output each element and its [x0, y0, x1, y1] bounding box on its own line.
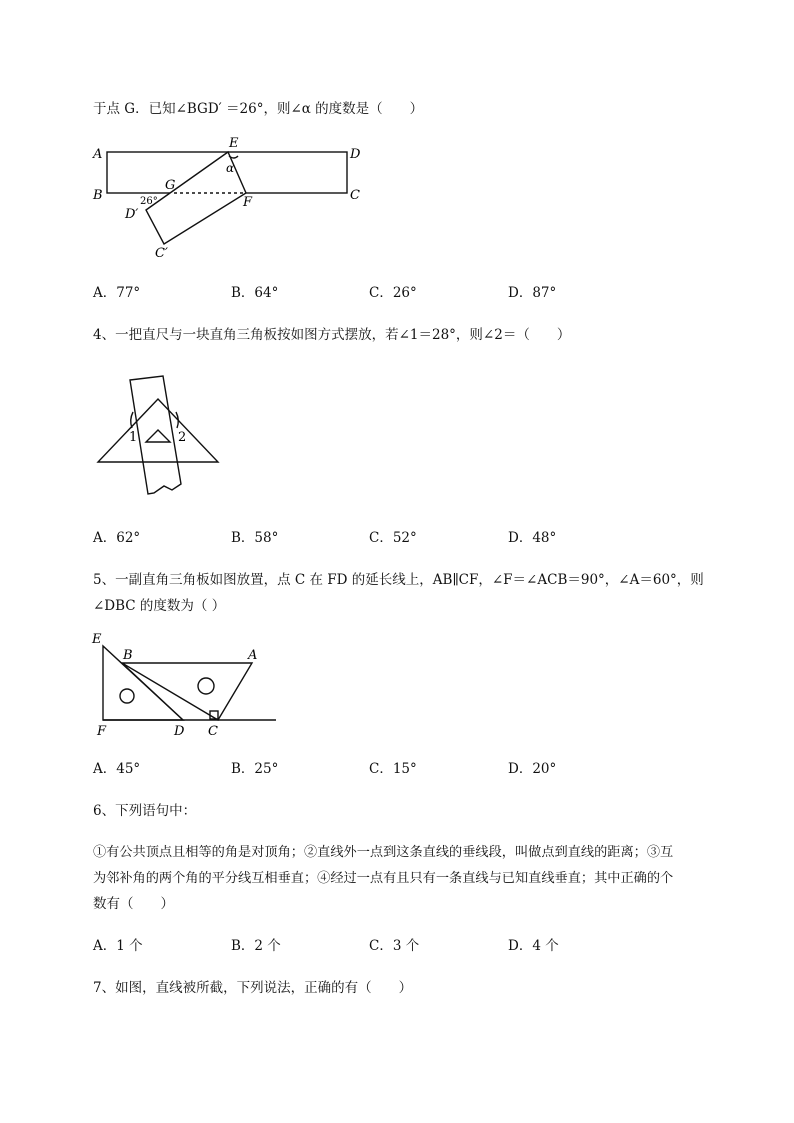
- q5-figure: [88, 628, 280, 740]
- q5-option-d[interactable]: D．20°: [508, 761, 557, 777]
- q5-option-b[interactable]: B．25°: [231, 761, 279, 777]
- q3-option-a[interactable]: A．77°: [93, 285, 141, 301]
- q3-label-A: A: [93, 147, 103, 162]
- q3-option-c[interactable]: C．26°: [369, 285, 417, 301]
- q4-label-1: 1: [129, 430, 138, 445]
- q5-hole-1: [120, 689, 134, 703]
- q7-stem: 7、如图，直线被所截，下列说法，正确的有（ ）: [93, 980, 413, 996]
- q3-alpha-arc: [229, 156, 238, 158]
- q3-label-C: C: [350, 188, 360, 203]
- q5-label-F: F: [97, 724, 107, 739]
- q4-option-c[interactable]: C．52°: [369, 530, 417, 546]
- q5-option-a[interactable]: A．45°: [93, 761, 141, 777]
- q3-label-alpha: α: [226, 161, 235, 175]
- q3-label-angle: 26°: [140, 196, 158, 207]
- q6-body-line1: ①有公共顶点且相等的角是对顶角；②直线外一点到这条直线的垂线段，叫做点到直线的距离；③互: [93, 845, 674, 860]
- q3-label-B: B: [93, 188, 103, 203]
- q5-stem-line1: 5、一副直角三角板如图放置，点 C 在 FD 的延长线上，AB∥CF，∠F＝∠ACB＝90°，∠A＝60°，则: [93, 572, 704, 588]
- q6-body-line2: 为邻补角的两个角的平分线互相垂直；④经过一点有且只有一条直线与已知直线垂直；其中正确的个: [93, 871, 674, 886]
- q3-label-C-prime: C′: [155, 246, 168, 261]
- q4-ruler: [130, 376, 181, 494]
- q6-title: 6、下列语句中：: [93, 803, 197, 819]
- q5-label-B: B: [123, 648, 133, 663]
- q4-label-2: 2: [178, 430, 187, 445]
- q5-label-A: A: [248, 648, 258, 663]
- q6-option-c[interactable]: C．3 个: [369, 938, 420, 954]
- q5-hole-2: [198, 678, 214, 694]
- q6-option-d[interactable]: D．4 个: [508, 938, 559, 954]
- q4-option-a[interactable]: A．62°: [93, 530, 141, 546]
- q5-triangle-BAC: [122, 663, 252, 720]
- q3-option-b[interactable]: B．64°: [231, 285, 279, 301]
- q5-label-C: C: [208, 724, 218, 739]
- q5-stem-line2: ∠DBC 的度数为（ ）: [93, 598, 226, 614]
- q4-figure: [90, 368, 230, 500]
- q6-option-a[interactable]: A．1 个: [93, 938, 143, 954]
- q3-figure: [85, 130, 375, 265]
- q3-option-d[interactable]: D．87°: [508, 285, 557, 301]
- q6-option-b[interactable]: B．2 个: [231, 938, 281, 954]
- q4-option-b[interactable]: B．58°: [231, 530, 279, 546]
- q5-label-D: D: [174, 724, 185, 739]
- q4-stem: 4、一把直尺与一块直角三角板按如图方式摆放，若∠1＝28°，则∠2＝（ ）: [93, 327, 571, 343]
- q5-option-c[interactable]: C．15°: [369, 761, 417, 777]
- q3-label-G: G: [165, 178, 176, 193]
- q6-body-line3: 数有（ ）: [93, 896, 174, 912]
- q3-label-F: F: [243, 195, 253, 210]
- q5-label-E: E: [92, 632, 102, 647]
- q3-label-D-prime: D′: [125, 207, 139, 222]
- q4-option-d[interactable]: D．48°: [508, 530, 557, 546]
- q5-line-BD: [122, 663, 183, 720]
- q3-label-D: D: [350, 147, 361, 162]
- q3-stem: 于点 G．已知∠BGD′ ＝26°，则∠α 的度数是（ ）: [93, 101, 424, 117]
- q3-label-E: E: [229, 136, 239, 151]
